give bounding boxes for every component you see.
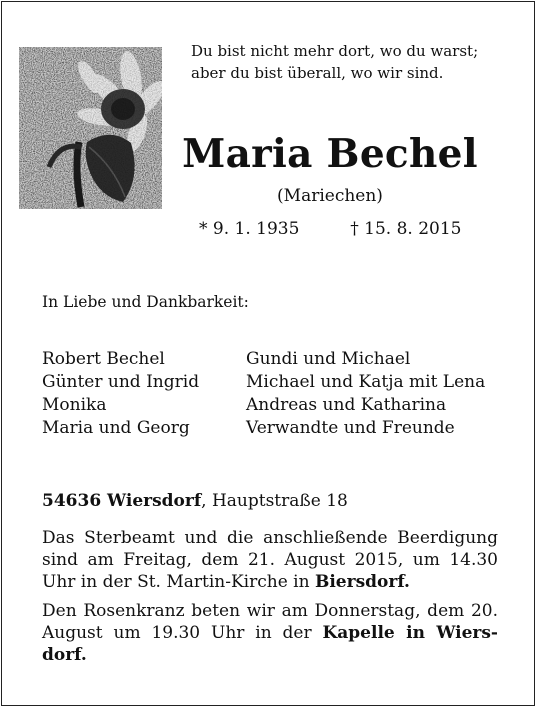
funeral-text: Das Sterbeamt und die anschließende Beerdigung sind am Freitag, dem 21. August 2015, um 14.30 Uhr in der St. Martin-Kirche in [42, 528, 498, 592]
sunflower-image [19, 47, 162, 209]
rosary-text: Den Rosenkranz beten wir am Donnerstag, dem 20. August um 19.30 Uhr in der [42, 601, 498, 643]
poem [191, 40, 478, 84]
rosary-paragraph [42, 600, 498, 666]
mourner-name: Robert Bechel [42, 349, 165, 369]
death-date: † 15. 8. 2015 [350, 219, 462, 239]
mourner-name: Verwandte und Freunde [246, 418, 455, 438]
poem-line-2: aber du bist überall, wo wir sind. [191, 64, 444, 82]
address-place: 54636 Wiersdorf [42, 491, 202, 511]
intro-text: In Liebe und Dankbarkeit: [42, 293, 249, 311]
life-dates [199, 219, 461, 239]
funeral-place: Biersdorf. [314, 572, 410, 592]
mourner-name: Michael und Katja mit Lena [246, 372, 486, 392]
mourner-name: Günter und Ingrid [42, 372, 200, 392]
mourner-name: Gundi und Michael [246, 349, 411, 369]
mourners-right-column [246, 348, 485, 440]
rosary-place: Kapelle in Wiers-dorf. [42, 623, 498, 665]
deceased-nickname: (Mariechen) [277, 186, 383, 206]
poem-line-1: Du bist nicht mehr dort, wo du warst; [191, 42, 479, 60]
mourner-name: Andreas und Katharina [246, 395, 447, 415]
address [42, 491, 348, 511]
deceased-name: Maria Bechel [182, 131, 478, 177]
birth-date: * 9. 1. 1935 [199, 219, 300, 239]
address-street: , Hauptstraße 18 [201, 491, 348, 511]
mourner-name: Monika [42, 395, 107, 415]
mourner-name: Maria und Georg [42, 418, 190, 438]
funeral-paragraph [42, 527, 498, 593]
mourners-left-column [42, 348, 199, 440]
